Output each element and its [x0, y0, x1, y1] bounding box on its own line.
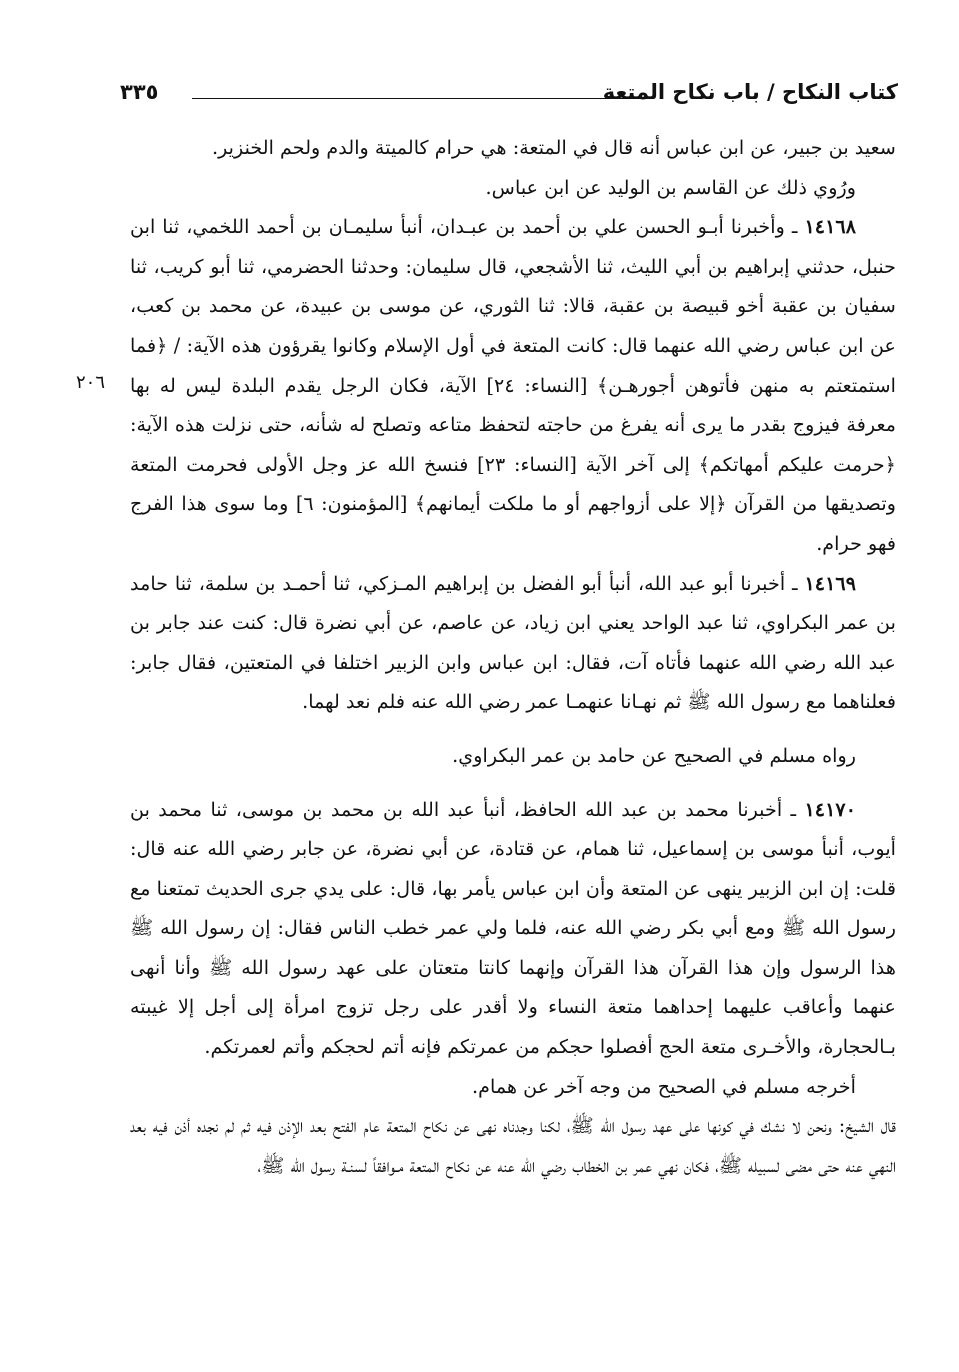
paragraph-text: أخرجه مسلم في الصحيح من وجه آخر عن همام.: [472, 1074, 856, 1098]
paragraph-text: سعيد بن جبير، عن ابن عباس أنه قال في المتعة: هي حرام كالميتة والدم ولحم الخنزير.: [211, 136, 896, 159]
margin-page-reference: ٢٠٦: [76, 372, 106, 393]
paragraph: [130, 168, 896, 208]
paragraph: [130, 1067, 896, 1107]
body-text: [130, 128, 896, 1185]
paragraph-text: ـ أخبرنا محمد بن عبد الله الحافظ، أنبأ عبد الله بن محمد بن موسى، ثنا محمد بن أيوب، أنبأ موسى بن إسماعيل، ثنا همام، عن قتادة، عن أبي نضرة، عن جابر رضي الله عنه قال: قلت: إن ابن الزبير ينهى عن المتعة وأن ابن عباس يأمر بها، قال: على يدي جرى الحديث تمتعنا مع رسول الله ﷺ ومع أبي بكر رضي الله عنه، فلما ولي عمر خطب الناس فقال: إن رسول الله ﷺ هذا الرسول وإن هذا القرآن هذا القرآن وإنهما كانتا متعتان على عهد رسول الله ﷺ وأنا أنهى عنهما وأعاقب عليهما إحداهما متعة النساء ولا أقدر على رجل تزوج امرأة إلى أجل إلا غيبته بـالحجارة، والأخـرى متعة الحج أفصلوا حجكم من عمرتكم فإنه أتم لحجكم وأتم لعمرتكم.: [130, 797, 896, 1059]
paragraph-text: ـ أخبرنا أبو عبد الله، أنبأ أبو الفضل بن إبراهيم المـزكي، ثنا أحمـد بن سلمة، ثنا حامد بن عمر البكراوي، ثنا عبد الواحد يعني ابن زياد، عن عاصم، عن أبي نضرة قال: كنت عند جابر بن عبد الله رضي الله عنهما فأتاه آت، فقال: ابن عباس وابن الزبير اختلفا في المتعتين، فقال جابر: فعلناهما مع رسول الله ﷺ ثم نهـانا عنهمـا عمر رضي الله عنه فلم نعد لهما.: [130, 571, 896, 714]
paragraph-text: قال الشيخ: ونحن لا نشك في كونها على عهد رسول الله ﷺ، لكنا وجدناه نهى عن نكاح المتعة عام الفتح بعد الإذن فيه ثم لم نجده أذن فيه بعد النهي عنه حتى مضى لسبيله ﷺ، فكان نهي عمر بن الخطاب رضي الله عنه عن نكاح المتعة مـوافقاً لسنـة رسول الله ﷺ،: [130, 1114, 896, 1177]
hadith-paragraph: [130, 207, 896, 563]
paragraph-text: ورُوي ذلك عن القاسم بن الوليد عن ابن عباس.: [485, 175, 856, 199]
page-number: ٣٣٥: [120, 80, 159, 104]
hadith-number: ١٤١٦٨: [804, 215, 856, 239]
running-header: [120, 76, 898, 116]
paragraph-text: ـ وأخبرنا أبـو الحسن علي بن أحمد بن عبـدان، أنبأ سليمـان بن أحمد اللخمي، ثنا ابن حنبل، حدثني إبراهيم بن أبي الليث، ثنا الأشجعي، قال سليمان: وحدثنا الحضرمي، ثنا أبو كريب، ثنا سفيان بن عقبة أخو قبيصة بن عقبة، قالا: ثنا الثوري، عن موسى بن عبيدة، عن محمد بن كعب، عن ابن عباس رضي الله عنهما قال: كانت المتعة في أول الإسلام وكانوا يقرؤون هذه الآية: / ﴿فما استمتعتم به منهن فأتوهن أجورهـن﴾ [النساء: ٢٤] الآية، فكان الرجل يقدم البلدة ليس له بها معرفة فيزوج بقدر ما يرى أنه يفرغ من حاجته لتحفظ متاعه وتصلح له شأنه، حتى نزلت هذه الآية: ﴿حرمت عليكم أمهاتكم﴾ إلى آخر الآية [النساء: ٢٣] فنسخ الله عز وجل الأولى فحرمت المتعة وتصديقها من القرآن ﴿إلا على أزواجهم أو ما ملكت أيمانهم﴾ [المؤمنون: ٦] وما سوى هذا الفرج فهو حرام.: [130, 215, 896, 555]
hadith-number: ١٤١٧٠: [804, 797, 856, 821]
hadith-paragraph: [130, 564, 896, 722]
paragraph-text: رواه مسلم في الصحيح عن حامد بن عمر البكراوي.: [452, 743, 856, 767]
paragraph: [130, 1106, 896, 1185]
header-rule: [192, 98, 648, 99]
hadith-paragraph: [130, 790, 896, 1067]
chapter-title: كتاب النكاح / باب نكاح المتعة: [602, 80, 898, 104]
paragraph: [130, 128, 896, 168]
paragraph: [130, 736, 896, 776]
hadith-number: ١٤١٦٩: [804, 571, 856, 595]
